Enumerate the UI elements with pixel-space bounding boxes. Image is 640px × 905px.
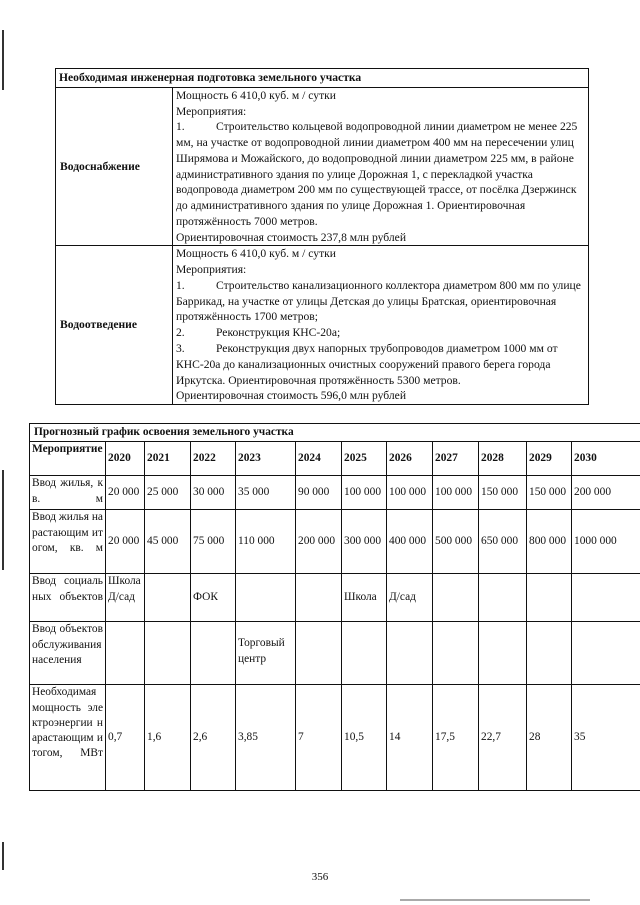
water-item-1 — [176, 119, 585, 229]
table-cell: Школа — [342, 574, 387, 622]
table-cell — [236, 574, 296, 622]
sewer-cost: Ориентировочная стоимость 596,0 млн рублей — [176, 389, 407, 403]
table-cell: Д/сад — [387, 574, 433, 622]
table-cell: 1000 000 — [572, 510, 640, 574]
water-measures-heading: Мероприятия: — [176, 104, 247, 118]
year-header: 2025 — [342, 442, 387, 476]
table-cell — [527, 622, 572, 685]
scan-edge-line — [400, 899, 590, 901]
table-cell: 500 000 — [433, 510, 479, 574]
year-header: 2030 — [572, 442, 640, 476]
row-label: Ввод социальных объектов — [30, 574, 106, 622]
year-header: 2023 — [236, 442, 296, 476]
water-label: Водоснабжение — [56, 87, 173, 246]
table-cell: 17,5 — [433, 685, 479, 791]
scan-margin-mark — [2, 842, 4, 870]
row-label: Ввод жилья нарастающим итогом, кв. м — [30, 510, 106, 574]
sewer-capacity: Мощность 6 410,0 куб. м / сутки — [176, 247, 336, 261]
forecast-title: Прогнозный график освоения земельного участка — [30, 424, 640, 442]
table-cell: 3,85 — [236, 685, 296, 791]
year-header: 2024 — [296, 442, 342, 476]
row-label: Ввод жилья, кв. м — [30, 476, 106, 510]
table-cell: 200 000 — [572, 476, 640, 510]
table-cell: 35 — [572, 685, 640, 791]
row-label: Ввод объектов обслуживания населения — [30, 622, 106, 685]
sewer-row — [56, 246, 589, 405]
forecast-title-row — [30, 424, 640, 442]
year-header: 2021 — [145, 442, 191, 476]
item-number: 3. — [176, 342, 185, 356]
table-cell: 650 000 — [479, 510, 527, 574]
table-row — [30, 476, 640, 510]
item-text: Реконструкция КНС-20а; — [216, 326, 341, 340]
table-cell — [191, 622, 236, 685]
engineering-title: Необходимая инженерная подготовка земельного участка — [56, 69, 589, 88]
table-cell — [387, 622, 433, 685]
item-text: Реконструкция двух напорных трубопроводов диаметром 1000 мм от КНС-20а до канализационных очистных сооружений правого берега города Иркутска. Ориентировочная протяжённость 5300 метров. — [176, 342, 558, 387]
sewer-item-3 — [176, 341, 585, 388]
table-cell: 150 000 — [527, 476, 572, 510]
table-cell: 2,6 — [191, 685, 236, 791]
table-cell: 75 000 — [191, 510, 236, 574]
sewer-item-1 — [176, 278, 585, 325]
table-cell: 25 000 — [145, 476, 191, 510]
table-cell: 28 — [527, 685, 572, 791]
table-cell: 100 000 — [342, 476, 387, 510]
table-cell: 400 000 — [387, 510, 433, 574]
table-cell: Торговый центр — [236, 622, 296, 685]
table-cell: 300 000 — [342, 510, 387, 574]
table-cell — [433, 574, 479, 622]
forecast-table — [29, 423, 640, 791]
table-cell — [145, 574, 191, 622]
table-row — [30, 685, 640, 791]
table-cell: 45 000 — [145, 510, 191, 574]
table-cell — [296, 574, 342, 622]
table-cell: 800 000 — [527, 510, 572, 574]
table-cell: 100 000 — [433, 476, 479, 510]
table-cell — [479, 622, 527, 685]
sewer-details — [173, 246, 589, 405]
sewer-label: Водоотведение — [56, 246, 173, 405]
table-cell — [572, 574, 640, 622]
engineering-table — [55, 68, 589, 405]
forecast-header-row — [30, 442, 640, 476]
table-cell: 10,5 — [342, 685, 387, 791]
table-cell: 150 000 — [479, 476, 527, 510]
item-text: Строительство кольцевой водопроводной линии диаметром не менее 225 мм, на участке от водопроводной линии диаметром 400 мм на пересечении улиц Ширямова и Можайского, до водопроводной линии диаметром 225 мм, в районе административного здания по улице Дорожная 1, с перекладкой участка водопровода диаметром 200 мм по существующей трассе, от посёлка Дзержинск до административного здания по улице Дорожная 1. Ориентировочная протяжённость 7000 метров. — [176, 120, 578, 228]
table-cell: 100 000 — [387, 476, 433, 510]
table-cell: 110 000 — [236, 510, 296, 574]
column-header-measure: Мероприятие — [30, 442, 106, 476]
year-header: 2026 — [387, 442, 433, 476]
table-cell: 200 000 — [296, 510, 342, 574]
table-cell — [296, 622, 342, 685]
scan-margin-mark — [2, 470, 4, 570]
year-header: 2027 — [433, 442, 479, 476]
scan-margin-mark — [2, 30, 4, 90]
table-cell: 30 000 — [191, 476, 236, 510]
table-cell: 20 000 — [106, 510, 145, 574]
water-capacity: Мощность 6 410,0 куб. м / сутки — [176, 88, 336, 102]
table-cell: 1,6 — [145, 685, 191, 791]
sewer-measures-heading: Мероприятия: — [176, 263, 247, 277]
table-cell — [106, 622, 145, 685]
table-row — [30, 510, 640, 574]
page-number: 356 — [311, 871, 329, 883]
year-header: 2029 — [527, 442, 572, 476]
item-number: 1. — [176, 278, 185, 292]
table-row — [30, 622, 640, 685]
table-cell: 0,7 — [106, 685, 145, 791]
year-header: 2022 — [191, 442, 236, 476]
item-text: Строительство канализационного коллектора диаметром 800 мм по улице Баррикад, на участке от улицы Детская до улицы Братская, ориентировочная протяжённость 1700 метров; — [176, 278, 581, 324]
table-cell — [433, 622, 479, 685]
water-details — [173, 87, 589, 246]
table-cell — [479, 574, 527, 622]
table-cell: Школа Д/сад — [106, 574, 145, 622]
water-cost: Ориентировочная стоимость 237,8 млн рублей — [176, 230, 407, 244]
water-row — [56, 87, 589, 246]
table-cell: 22,7 — [479, 685, 527, 791]
table-cell — [145, 622, 191, 685]
table-cell: 35 000 — [236, 476, 296, 510]
item-number: 2. — [176, 326, 185, 340]
year-header: 2028 — [479, 442, 527, 476]
table-cell: 14 — [387, 685, 433, 791]
table-cell: ФОК — [191, 574, 236, 622]
table-cell: 20 000 — [106, 476, 145, 510]
table-row — [30, 574, 640, 622]
table-cell: 7 — [296, 685, 342, 791]
table-cell: 90 000 — [296, 476, 342, 510]
engineering-header-row — [56, 69, 589, 88]
year-header: 2020 — [106, 442, 145, 476]
table-cell — [527, 574, 572, 622]
table-cell — [342, 622, 387, 685]
table-cell — [572, 622, 640, 685]
sewer-item-2 — [176, 325, 585, 341]
row-label: Необходимая мощность электроэнергии нарастающим итогом, МВт — [30, 685, 106, 791]
item-number: 1. — [176, 120, 185, 134]
